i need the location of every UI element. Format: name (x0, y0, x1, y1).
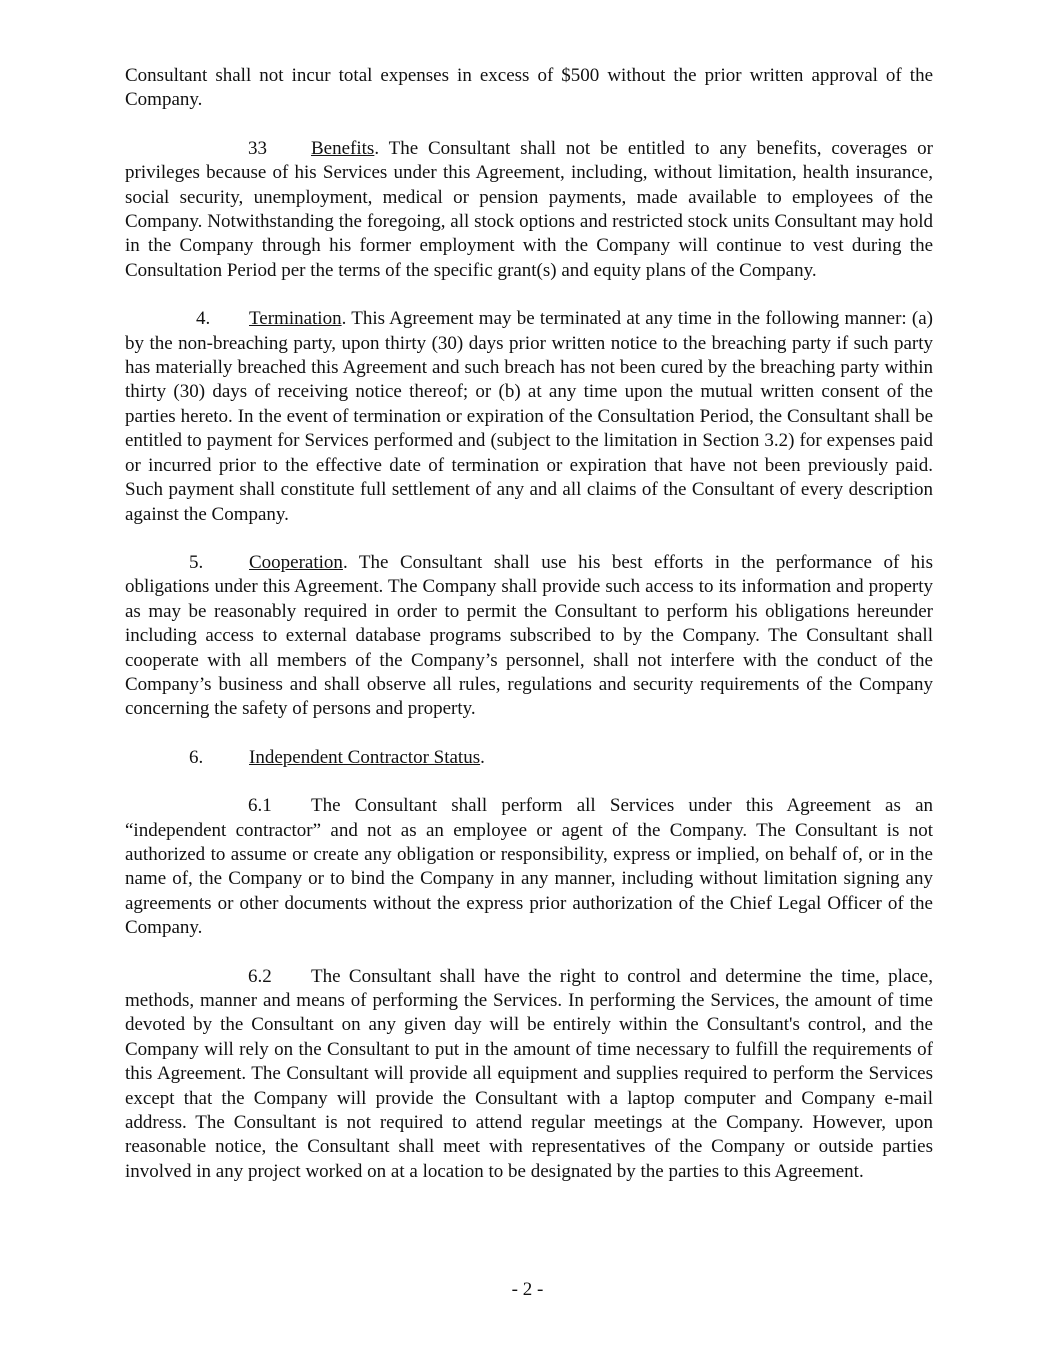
section-heading: Cooperation (249, 551, 343, 573)
section-6-independent-contractor (125, 746, 933, 770)
paragraph-text: . (480, 746, 485, 768)
section-6-2 (125, 965, 933, 1185)
section-number: 6.2 (248, 965, 272, 987)
section-number: 6. (189, 746, 204, 768)
paragraph-text: . The Consultant shall not be entitled to any benefits, coverages or privileges because of his Services under this Agreement, including, without limitation, health insurance, social security, unemployment, medical or pension payments, made available to employees of the Company. Notwithstanding the foregoing, all stock options and restricted stock units Consultant may hold in the Company through his former employment with the Company will continue to vest during the Consultation Period per the terms of the specific grant(s) and equity plans of the Company. (125, 137, 933, 281)
section-heading: Independent Contractor Status (249, 746, 481, 768)
section-number: 6.1 (248, 795, 272, 817)
section-heading: Benefits (311, 137, 375, 159)
section-number: 33 (248, 137, 267, 159)
section-3-3-benefits (125, 137, 933, 283)
paragraph-text: Consultant shall not incur total expenses in excess of $500 without the prior written approval of the Company. (125, 65, 933, 111)
paragraph-text: . This Agreement may be terminated at any time in the following manner: (a) by the non-breaching party, upon thirty (30) days prior written notice to the breaching party if such party has materially breached this Agreement and such breach has not been cured by the breaching party within thirty (30) days of receiving notice thereof; or (b) at any time upon the mutual written consent of the parties hereto. In the event of termination or expiration of the Consultation Period, the Consultant shall be entitled to payment for Services performed and (subject to the limitation in Section 3.2) for expenses paid or incurred prior to the effective date of termination or expiration that have not been previously paid. Such payment shall constitute full settlement of any and all claims of the Consultant of every description against the Company. (125, 308, 933, 525)
section-number: 4. (196, 308, 211, 330)
section-6-1 (125, 794, 933, 940)
paragraph-text: . The Consultant shall use his best efforts in the performance of his obligations under this Agreement. The Company shall provide such access to its information and property as may be reasonably required in order to permit the Consultant to perform his obligations hereunder including access to external database programs subscribed to by the Company. The Consultant shall cooperate with all members of the Company’s personnel, shall not interfere with the conduct of the Company’s business and shall observe all rules, regulations and security requirements of the Company concerning the safety of persons and property. (125, 551, 933, 720)
section-heading: Termination (249, 308, 342, 330)
section-number: 5. (189, 551, 204, 573)
section-5-cooperation (125, 551, 933, 722)
page-number: - 2 - (511, 1279, 544, 1300)
paragraph-text: The Consultant shall have the right to control and determine the time, place, methods, manner and means of performing the Services. In performing the Services, the amount of time devoted by the Consultant on any given day will be entirely within the Consultant's control, and the Company will rely on the Consultant to put in the amount of time necessary to fulfill the requirements of this Agreement. The Consultant will provide all equipment and supplies required to perform the Services except that the Company will provide the Consultant with a laptop computer and Company e-mail address. The Consultant is not required to attend regular meetings at the Company. However, upon reasonable notice, the Consultant shall meet with representatives of the Company or outside parties involved in any project worked on at a location to be designated by the parties to this Agreement. (125, 965, 933, 1182)
section-4-termination (125, 307, 933, 527)
document-page (125, 64, 933, 1208)
paragraph-text: The Consultant shall perform all Services under this Agreement as an “independent contractor” and not as an employee or agent of the Company. The Consultant is not authorized to assume or create any obligation or responsibility, express or implied, on behalf of, or in the name of, the Company or to bind the Company in any manner, including without limitation signing any agreements or other documents without the express prior authorization of the Chief Legal Officer of the Company. (125, 795, 933, 939)
paragraph-expenses (125, 64, 933, 113)
